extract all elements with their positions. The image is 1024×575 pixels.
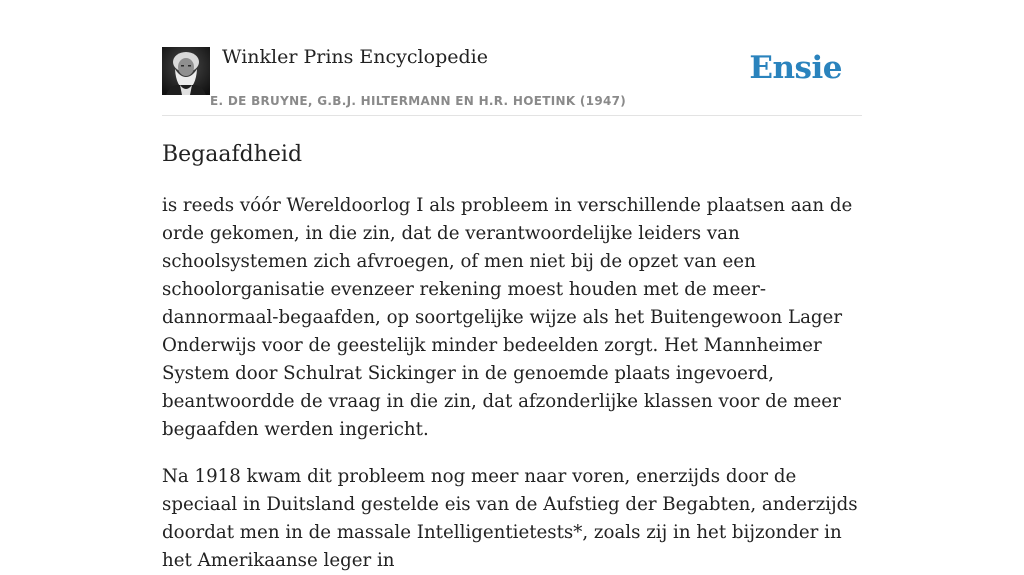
authors-byline: E. DE BRUYNE, G.B.J. HILTERMANN EN H.R. HOETINK (1947) xyxy=(210,94,627,108)
article-paragraph: Na 1918 kwam dit probleem nog meer naar voren, enerzijds door de speciaal in Duitsland gestelde eis van de Aufstieg der Begabten, anderzijds doordat men in de massale Intelligentietests*, zoals zij in het bijzonder in het Amerikaanse leger in xyxy=(162,466,858,571)
page-title: Begaafdheid xyxy=(162,142,303,167)
article-paragraph: is reeds vóór Wereldoorlog I als probleem in verschillende plaatsen aan de orde gekomen, in die zin, dat de verantwoordelijke leiders van schoolsystemen zich afvroegen, of men niet bij de opzet van een schoolorganisatie evenzeer rekening moest houden met de meer-dannormaal-begaafden, op soortgelijke wijze als het Buitengewoon Lager Onderwijs voor de geestelijk minder bedeelden zorgt. Het Mannheimer System door Schulrat Sickinger in de genoemde plaats ingevoerd, beantwoordde de vraag in die zin, dat afzonderlijke klassen voor de meer begaafden werden ingericht. xyxy=(162,195,853,440)
site-title[interactable]: Winkler Prins Encyclopedie xyxy=(222,46,488,68)
brand-logo[interactable]: Ensie xyxy=(749,50,842,86)
article xyxy=(162,138,862,575)
bearded-man-portrait-icon xyxy=(162,47,210,95)
site-header xyxy=(162,44,862,116)
avatar[interactable] xyxy=(162,47,210,95)
